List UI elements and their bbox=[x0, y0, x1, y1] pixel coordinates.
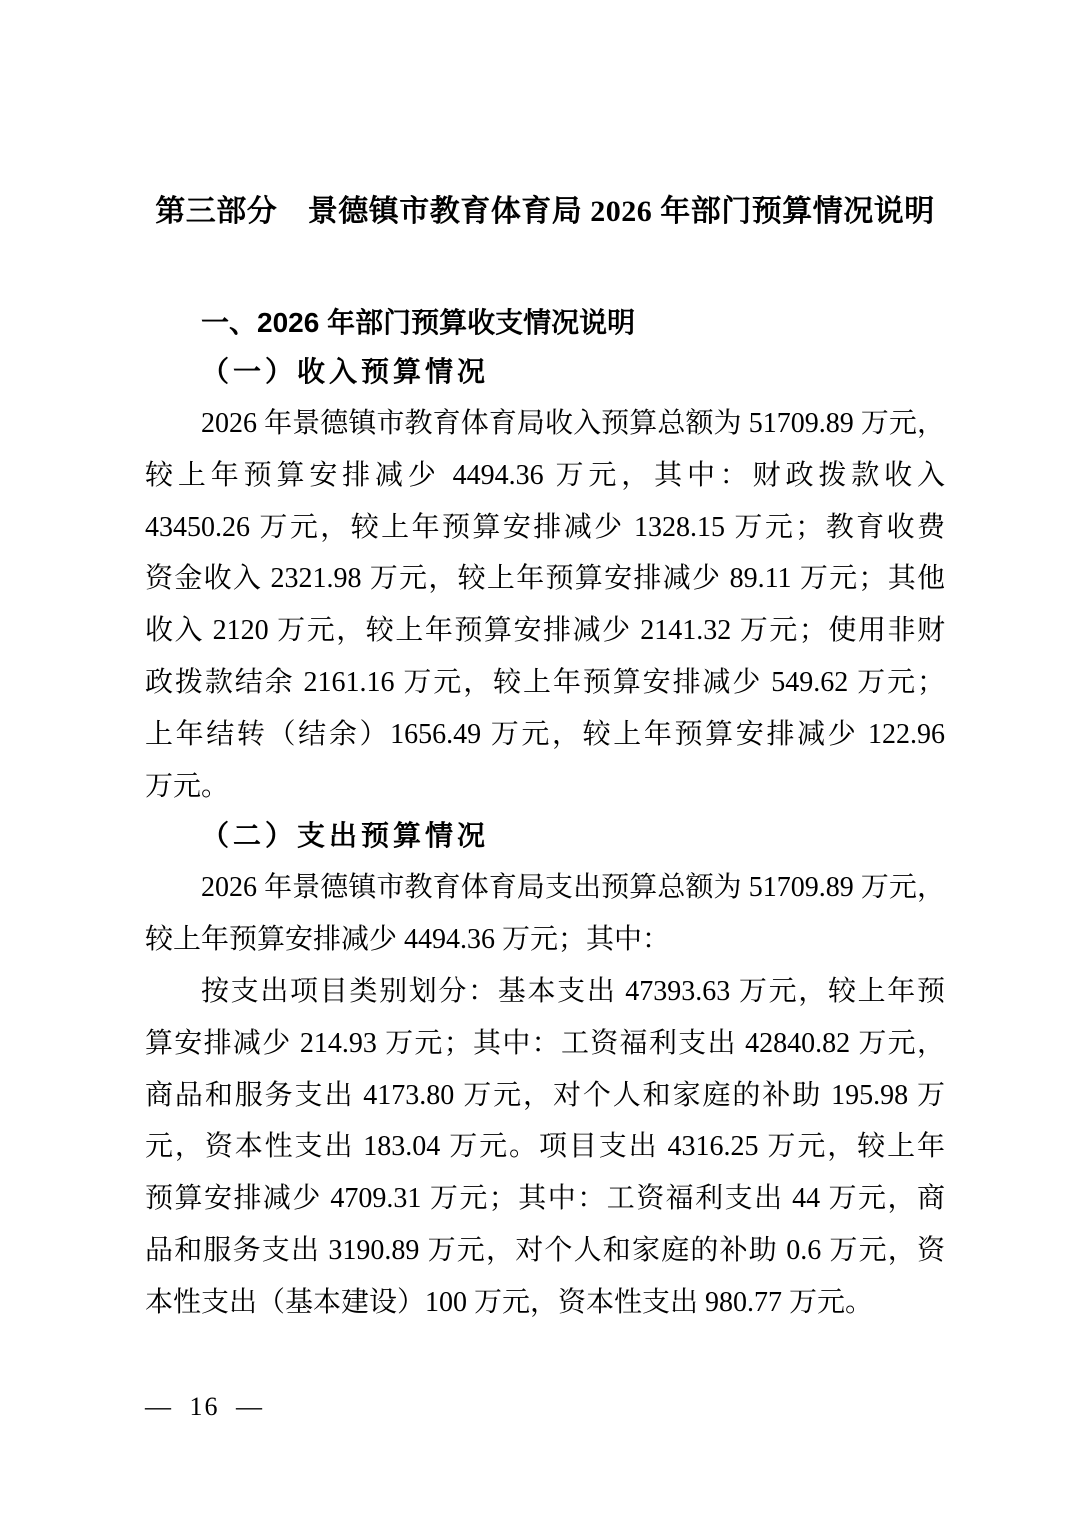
subsection-heading: （二）支出预算情况 bbox=[201, 821, 490, 853]
text-line: 万元。 bbox=[145, 770, 230, 802]
text-line: 上年结转（结余）1656.49 万元，较上年预算安排减少 122.96 bbox=[145, 718, 945, 750]
text-line: 元，资本性支出 183.04 万元。项目支出 4316.25 万元，较上年 bbox=[145, 1131, 945, 1163]
paragraph bbox=[145, 398, 945, 812]
text-line: 资金收入 2321.98 万元，较上年预算安排减少 89.11 万元；其他 bbox=[145, 563, 945, 595]
text-line: 按支出项目类别划分：基本支出 47393.63 万元，较上年预 bbox=[201, 975, 945, 1007]
text-line: 2026 年景德镇市教育体育局收入预算总额为 51709.89 万元， bbox=[201, 408, 945, 439]
document-content bbox=[145, 192, 945, 1329]
document-title: 第三部分 景德镇市教育体育局 2026 年部门预算情况说明 bbox=[155, 195, 935, 228]
text-line: 品和服务支出 3190.89 万元，对个人和家庭的补助 0.6 万元，资 bbox=[145, 1234, 945, 1266]
text-line: 收入 2120 万元，较上年预算安排减少 2141.32 万元；使用非财 bbox=[145, 615, 945, 647]
page-number: — 16 — bbox=[145, 1392, 264, 1421]
text-line: 预算安排减少 4709.31 万元；其中：工资福利支出 44 万元，商 bbox=[145, 1183, 945, 1215]
section-heading: 一、2026 年部门预算收支情况说明 bbox=[201, 307, 636, 338]
text-line: 较上年预算安排减少 4494.36 万元，其中：财政拨款收入 bbox=[145, 459, 945, 491]
text-line: 算安排减少 214.93 万元；其中：工资福利支出 42840.82 万元， bbox=[145, 1027, 945, 1059]
text-line: 本性支出（基本建设）100 万元，资本性支出 980.77 万元。 bbox=[145, 1286, 874, 1318]
text-line: 较上年预算安排减少 4494.36 万元；其中： bbox=[145, 924, 671, 956]
text-line: 43450.26 万元，较上年预算安排减少 1328.15 万元；教育收费 bbox=[145, 511, 945, 543]
subsection-heading: （一）收入预算情况 bbox=[201, 357, 490, 388]
text-line: 政拨款结余 2161.16 万元，较上年预算安排减少 549.62 万元； bbox=[145, 666, 945, 698]
text-line: 2026 年景德镇市教育体育局支出预算总额为 51709.89 万元， bbox=[201, 872, 945, 904]
paragraph bbox=[145, 966, 945, 1329]
document-body bbox=[145, 348, 945, 1329]
text-line: 商品和服务支出 4173.80 万元，对个人和家庭的补助 195.98 万 bbox=[145, 1079, 945, 1111]
page-footer bbox=[145, 1392, 264, 1422]
paragraph bbox=[145, 862, 945, 966]
